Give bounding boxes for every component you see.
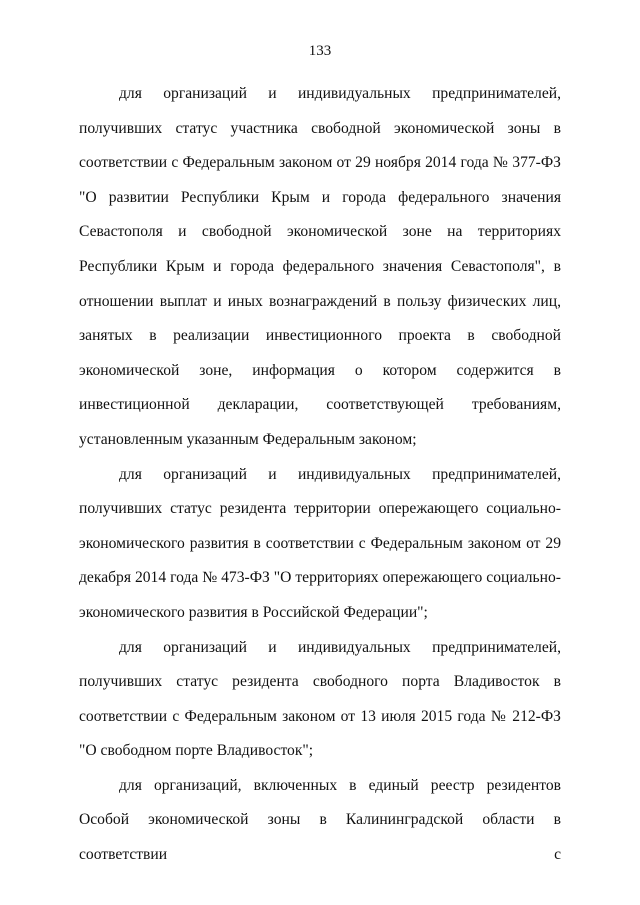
page-number: 133 [308, 43, 332, 59]
paragraph-advanced-development-territory: для организаций и индивидуальных предпринимателей, получивших статус резидента территории опережающего социально-экономического развития в соответствии с Федеральным законом от 29 декабря 2014 года № 473-ФЗ "О территориях опережающего социально-экономического развития в Российской Федерации"; [79, 465, 561, 621]
paragraph-free-port-vladivostok: для организаций и индивидуальных предпринимателей, получивших статус резидента свободного порта Владивосток в соответствии с Федеральным законом от 13 июля 2015 года № 212-ФЗ "О свободном порте Владивосток"; [79, 638, 561, 760]
document-body [79, 77, 561, 873]
paragraph-sez-crimea: для организаций и индивидуальных предпринимателей, получивших статус участника свободной экономической зоны в соответствии с Федеральным законом от 29 ноября 2014 года № 377-ФЗ "О развитии Республики Крым и города федерального значения Севастополя и свободной экономической зоне на территориях Республики Крым и города федерального значения Севастополя", в отношении выплат и иных вознаграждений в пользу физических лиц, занятых в реализации инвестиционного проекта в свободной экономической зоне, информация о котором содержится в инвестиционной декларации, соответствующей требованиям, установленным указанным Федеральным законом; [79, 85, 561, 448]
paragraph-kaliningrad-sez: для организаций, включенных в единый реестр резидентов Особой экономической зоны в Калининградской области в соответствии с [79, 776, 561, 864]
